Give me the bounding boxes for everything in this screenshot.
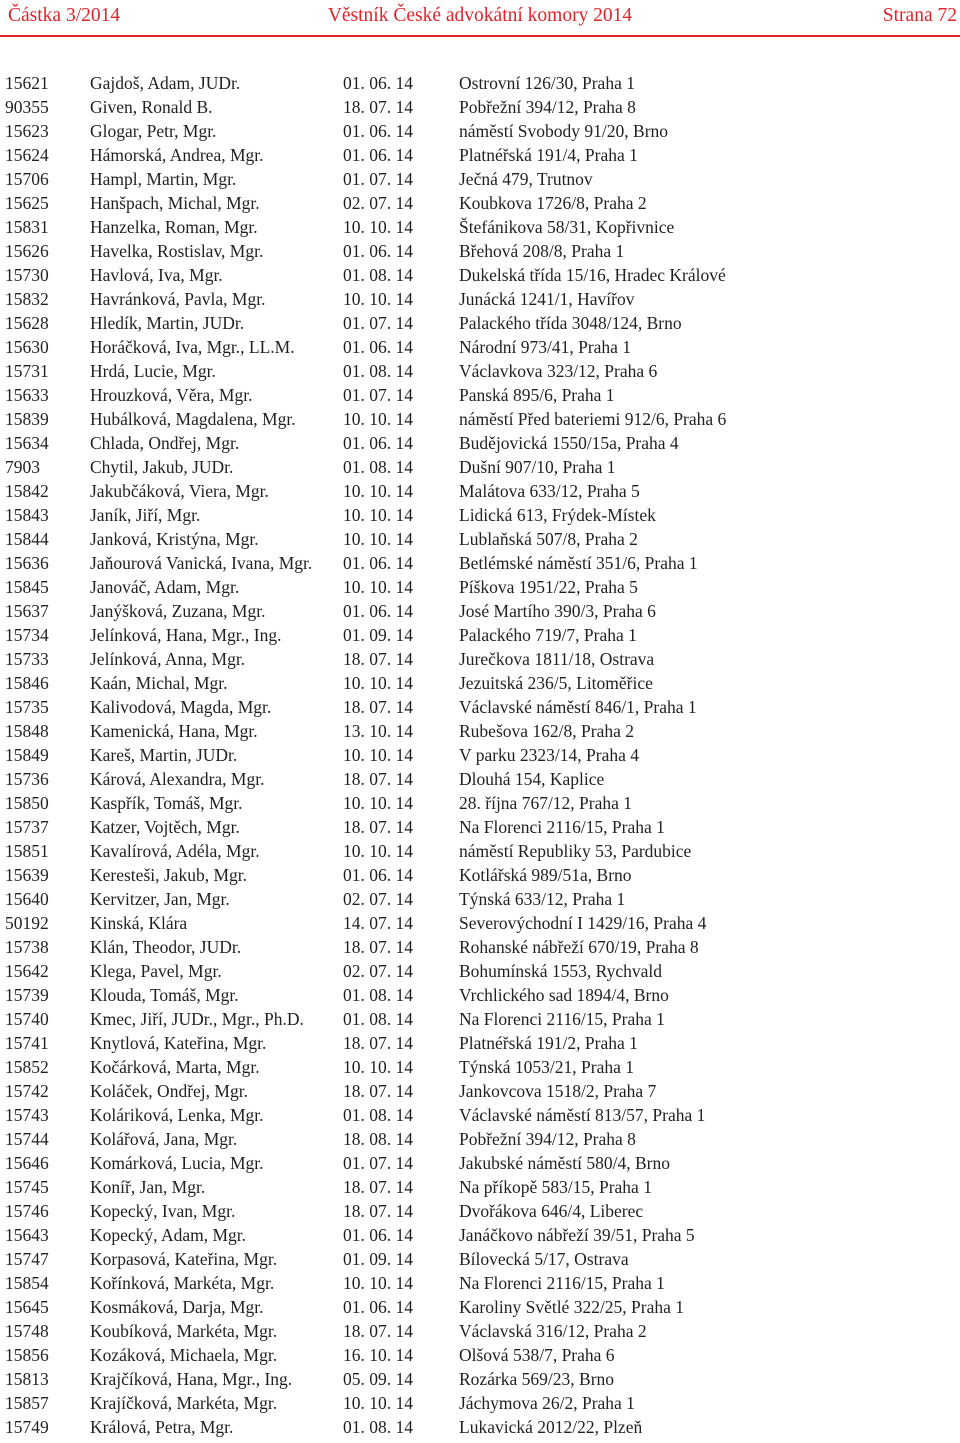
entry-date: 01. 08. 14 [343, 457, 413, 477]
list-item [0, 1247, 960, 1271]
registration-number: 15745 [5, 1177, 49, 1197]
list-item [0, 1079, 960, 1103]
attorney-name: Hrouzková, Věra, Mgr. [90, 385, 253, 405]
registration-number: 15851 [5, 841, 49, 861]
entry-date: 18. 07. 14 [343, 97, 413, 117]
registration-number: 15646 [5, 1153, 49, 1173]
office-address: Ječná 479, Trutnov [459, 169, 593, 189]
entry-date: 01. 07. 14 [343, 385, 413, 405]
office-address: Václavská 316/12, Praha 2 [459, 1321, 647, 1341]
list-item [0, 695, 960, 719]
list-item [0, 1295, 960, 1319]
attorney-name: Janováč, Adam, Mgr. [90, 577, 240, 597]
registration-number: 15633 [5, 385, 49, 405]
office-address: Junácká 1241/1, Havířov [459, 289, 635, 309]
office-address: Dušní 907/10, Praha 1 [459, 457, 616, 477]
entry-date: 10. 10. 14 [343, 289, 413, 309]
entry-date: 18. 07. 14 [343, 769, 413, 789]
list-item [0, 815, 960, 839]
office-address: Jezuitská 236/5, Litoměřice [459, 673, 653, 693]
list-item [0, 719, 960, 743]
registration-number: 15628 [5, 313, 49, 333]
attorney-name: Koníř, Jan, Mgr. [90, 1177, 206, 1197]
office-address: Palackého 719/7, Praha 1 [459, 625, 637, 645]
attorney-name: Chlada, Ondřej, Mgr. [90, 433, 240, 453]
entry-date: 01. 07. 14 [343, 1153, 413, 1173]
list-item [0, 1103, 960, 1127]
list-item [0, 263, 960, 287]
list-item [0, 215, 960, 239]
attorney-name: Kinská, Klára [90, 913, 188, 933]
office-address: Jakubské náměstí 580/4, Brno [459, 1153, 670, 1173]
attorney-name: Kmec, Jiří, JUDr., Mgr., Ph.D. [90, 1009, 304, 1029]
attorney-name: Kervitzer, Jan, Mgr. [90, 889, 230, 909]
list-item [0, 647, 960, 671]
list-item [0, 1391, 960, 1415]
registration-number: 15734 [5, 625, 49, 645]
registration-number: 15621 [5, 73, 49, 93]
list-item [0, 95, 960, 119]
entry-date: 10. 10. 14 [343, 841, 413, 861]
entry-date: 18. 07. 14 [343, 817, 413, 837]
list-item [0, 287, 960, 311]
list-item [0, 479, 960, 503]
entry-date: 01. 07. 14 [343, 313, 413, 333]
attorney-name: Katzer, Vojtěch, Mgr. [90, 817, 240, 837]
list-item [0, 431, 960, 455]
office-address: Jurečkova 1811/18, Ostrava [459, 649, 655, 669]
registration-number: 15744 [5, 1129, 49, 1149]
office-address: Václavkova 323/12, Praha 6 [459, 361, 658, 381]
office-address: Koubkova 1726/8, Praha 2 [459, 193, 647, 213]
entry-date: 18. 07. 14 [343, 1177, 413, 1197]
entry-date: 10. 10. 14 [343, 673, 413, 693]
registration-number: 50192 [5, 913, 49, 933]
office-address: Pobřežní 394/12, Praha 8 [459, 1129, 636, 1149]
list-item [0, 503, 960, 527]
list-item [0, 383, 960, 407]
registration-number: 15645 [5, 1297, 49, 1317]
office-address: Platnéřská 191/4, Praha 1 [459, 145, 638, 165]
office-address: Týnská 1053/21, Praha 1 [459, 1057, 634, 1077]
entry-date: 10. 10. 14 [343, 1057, 413, 1077]
list-item [0, 935, 960, 959]
office-address: Na Florenci 2116/15, Praha 1 [459, 1273, 665, 1293]
registration-number: 15844 [5, 529, 49, 549]
attorney-name: Horáčková, Iva, Mgr., LL.M. [90, 337, 295, 357]
attorney-name: Kolářová, Jana, Mgr. [90, 1129, 238, 1149]
attorney-name: Klouda, Tomáš, Mgr. [90, 985, 239, 1005]
entry-date: 18. 07. 14 [343, 1033, 413, 1053]
attorney-name: Jakubčáková, Viera, Mgr. [90, 481, 269, 501]
office-address: Janáčkovo nábřeží 39/51, Praha 5 [459, 1225, 695, 1245]
office-address: Rohanské nábřeží 670/19, Praha 8 [459, 937, 699, 957]
attorney-name: Gajdoš, Adam, JUDr. [90, 73, 241, 93]
registration-number: 15852 [5, 1057, 49, 1077]
attorney-name: Jelínková, Anna, Mgr. [90, 649, 246, 669]
attorney-name: Koubíková, Markéta, Mgr. [90, 1321, 278, 1341]
entry-date: 05. 09. 14 [343, 1369, 413, 1389]
registration-number: 15640 [5, 889, 49, 909]
attorney-name: Klega, Pavel, Mgr. [90, 961, 222, 981]
registration-number: 15735 [5, 697, 49, 717]
office-address: Břehová 208/8, Praha 1 [459, 241, 625, 261]
office-address: Dlouhá 154, Kaplice [459, 769, 605, 789]
registration-number: 15626 [5, 241, 49, 261]
registration-number: 15730 [5, 265, 49, 285]
office-address: Václavské náměstí 813/57, Praha 1 [459, 1105, 706, 1125]
attorney-name: Kaspřík, Tomáš, Mgr. [90, 793, 243, 813]
list-item [0, 791, 960, 815]
office-address: Bílovecká 5/17, Ostrava [459, 1249, 629, 1269]
list-item [0, 911, 960, 935]
office-address: Platnéřská 191/2, Praha 1 [459, 1033, 638, 1053]
office-address: náměstí Svobody 91/20, Brno [459, 121, 669, 141]
registration-number: 15845 [5, 577, 49, 597]
registration-number: 15839 [5, 409, 49, 429]
office-address: Palackého třída 3048/124, Brno [459, 313, 682, 333]
registration-number: 15637 [5, 601, 49, 621]
attorney-name: Klán, Theodor, JUDr. [90, 937, 242, 957]
entry-date: 01. 06. 14 [343, 433, 413, 453]
attorney-name: Hampl, Martin, Mgr. [90, 169, 237, 189]
list-item [0, 119, 960, 143]
registration-number: 15842 [5, 481, 49, 501]
entry-date: 01. 08. 14 [343, 985, 413, 1005]
registration-number: 15857 [5, 1393, 49, 1413]
attorney-name: Kozáková, Michaela, Mgr. [90, 1345, 278, 1365]
attorney-name: Given, Ronald B. [90, 97, 213, 117]
attorney-name: Hanzelka, Roman, Mgr. [90, 217, 258, 237]
list-item [0, 599, 960, 623]
attorney-name: Hrdá, Lucie, Mgr. [90, 361, 216, 381]
office-address: Na příkopě 583/15, Praha 1 [459, 1177, 652, 1197]
list-item [0, 167, 960, 191]
list-item [0, 1271, 960, 1295]
list-item [0, 887, 960, 911]
attorney-name: Janík, Jiří, Mgr. [90, 505, 201, 525]
list-item [0, 983, 960, 1007]
registration-number: 15739 [5, 985, 49, 1005]
registration-number: 15849 [5, 745, 49, 765]
registration-number: 7903 [5, 457, 40, 477]
page-number: Strana 72 [882, 5, 957, 26]
entry-date: 18. 07. 14 [343, 1081, 413, 1101]
office-address: V parku 2323/14, Praha 4 [459, 745, 639, 765]
attorney-name: Keresteši, Jakub, Mgr. [90, 865, 247, 885]
office-address: José Martího 390/3, Praha 6 [459, 601, 656, 621]
registration-number: 15856 [5, 1345, 49, 1365]
registration-number: 15742 [5, 1081, 49, 1101]
publication-title: Věstník České advokátní komory 2014 [327, 5, 633, 26]
registration-number: 15623 [5, 121, 49, 141]
registration-number: 15740 [5, 1009, 49, 1029]
office-address: Kotlářská 989/51a, Brno [459, 865, 632, 885]
attorney-name: Chytil, Jakub, JUDr. [90, 457, 234, 477]
registration-number: 15741 [5, 1033, 49, 1053]
office-address: Lukavická 2012/22, Plzeň [459, 1417, 643, 1437]
office-address: Pobřežní 394/12, Praha 8 [459, 97, 636, 117]
entry-date: 02. 07. 14 [343, 961, 413, 981]
entry-date: 01. 08. 14 [343, 265, 413, 285]
list-item [0, 1127, 960, 1151]
entry-date: 01. 06. 14 [343, 1225, 413, 1245]
list-item [0, 1055, 960, 1079]
entry-date: 10. 10. 14 [343, 505, 413, 525]
attorney-name: Glogar, Petr, Mgr. [90, 121, 217, 141]
attorney-name: Kosmáková, Darja, Mgr. [90, 1297, 264, 1317]
list-item [0, 335, 960, 359]
entry-date: 18. 08. 14 [343, 1129, 413, 1149]
attorney-name: Jelínková, Hana, Mgr., Ing. [90, 625, 282, 645]
office-address: Rubešova 162/8, Praha 2 [459, 721, 634, 741]
registration-number: 15748 [5, 1321, 49, 1341]
entry-date: 01. 08. 14 [343, 1009, 413, 1029]
registration-number: 15813 [5, 1369, 49, 1389]
office-address: Severovýchodní I 1429/16, Praha 4 [459, 913, 707, 933]
office-address: Píškova 1951/22, Praha 5 [459, 577, 638, 597]
list-item [0, 1175, 960, 1199]
list-item [0, 1199, 960, 1223]
entry-date: 18. 07. 14 [343, 1201, 413, 1221]
office-address: Rozárka 569/23, Brno [459, 1369, 615, 1389]
attorney-name: Kočárková, Marta, Mgr. [90, 1057, 260, 1077]
list-item [0, 455, 960, 479]
office-address: Na Florenci 2116/15, Praha 1 [459, 1009, 665, 1029]
registration-number: 15625 [5, 193, 49, 213]
attorney-name: Kavalírová, Adéla, Mgr. [90, 841, 260, 861]
list-item [0, 863, 960, 887]
attorney-name: Koláriková, Lenka, Mgr. [90, 1105, 264, 1125]
office-address: Jankovcova 1518/2, Praha 7 [459, 1081, 657, 1101]
attorney-name: Králová, Petra, Mgr. [90, 1417, 234, 1437]
entry-date: 01. 06. 14 [343, 121, 413, 141]
office-address: 28. října 767/12, Praha 1 [459, 793, 633, 813]
list-item [0, 623, 960, 647]
attorney-list [0, 71, 960, 1439]
list-item [0, 191, 960, 215]
list-item [0, 1343, 960, 1367]
list-item [0, 839, 960, 863]
attorney-name: Jaňourová Vanická, Ivana, Mgr. [90, 553, 313, 573]
office-address: Dukelská třída 15/16, Hradec Králové [459, 265, 726, 285]
registration-number: 15749 [5, 1417, 49, 1437]
office-address: Olšová 538/7, Praha 6 [459, 1345, 615, 1365]
attorney-name: Hanšpach, Michal, Mgr. [90, 193, 260, 213]
entry-date: 16. 10. 14 [343, 1345, 413, 1365]
attorney-name: Kaán, Michal, Mgr. [90, 673, 228, 693]
attorney-name: Komárková, Lucia, Mgr. [90, 1153, 264, 1173]
list-item [0, 311, 960, 335]
list-item [0, 1223, 960, 1247]
attorney-name: Kopecký, Ivan, Mgr. [90, 1201, 236, 1221]
attorney-name: Kořínková, Markéta, Mgr. [90, 1273, 275, 1293]
registration-number: 15706 [5, 169, 49, 189]
attorney-name: Janková, Kristýna, Mgr. [90, 529, 259, 549]
entry-date: 01. 08. 14 [343, 1105, 413, 1125]
header-divider [0, 35, 960, 37]
attorney-name: Kárová, Alexandra, Mgr. [90, 769, 265, 789]
registration-number: 15737 [5, 817, 49, 837]
entry-date: 01. 06. 14 [343, 1297, 413, 1317]
attorney-name: Hubálková, Magdalena, Mgr. [90, 409, 296, 429]
list-item [0, 551, 960, 575]
registration-number: 15746 [5, 1201, 49, 1221]
registration-number: 15843 [5, 505, 49, 525]
entry-date: 01. 09. 14 [343, 625, 413, 645]
office-address: Vrchlického sad 1894/4, Brno [459, 985, 669, 1005]
attorney-name: Havránková, Pavla, Mgr. [90, 289, 266, 309]
office-address: Karoliny Světlé 322/25, Praha 1 [459, 1297, 685, 1317]
entry-date: 01. 06. 14 [343, 601, 413, 621]
office-address: Malátova 633/12, Praha 5 [459, 481, 640, 501]
entry-date: 01. 06. 14 [343, 865, 413, 885]
office-address: Bohumínská 1553, Rychvald [459, 961, 662, 981]
registration-number: 15733 [5, 649, 49, 669]
entry-date: 10. 10. 14 [343, 1393, 413, 1413]
entry-date: 10. 10. 14 [343, 745, 413, 765]
registration-number: 15743 [5, 1105, 49, 1125]
office-address: Budějovická 1550/15a, Praha 4 [459, 433, 679, 453]
list-item [0, 1151, 960, 1175]
registration-number: 15854 [5, 1273, 49, 1293]
entry-date: 02. 07. 14 [343, 193, 413, 213]
list-item [0, 767, 960, 791]
registration-number: 90355 [5, 97, 49, 117]
office-address: Ostrovní 126/30, Praha 1 [459, 73, 635, 93]
office-address: Lidická 613, Frýdek-Místek [459, 505, 656, 525]
attorney-name: Kopecký, Adam, Mgr. [90, 1225, 247, 1245]
registration-number: 15639 [5, 865, 49, 885]
entry-date: 01. 08. 14 [343, 361, 413, 381]
attorney-name: Janýšková, Zuzana, Mgr. [90, 601, 266, 621]
entry-date: 02. 07. 14 [343, 889, 413, 909]
list-item [0, 1367, 960, 1391]
registration-number: 15747 [5, 1249, 49, 1269]
list-item [0, 671, 960, 695]
attorney-name: Kalivodová, Magda, Mgr. [90, 697, 272, 717]
office-address: Dvořákova 646/4, Liberec [459, 1201, 644, 1221]
office-address: Štefánikova 58/31, Kopřivnice [459, 217, 675, 237]
list-item [0, 575, 960, 599]
office-address: Jáchymova 26/2, Praha 1 [459, 1393, 635, 1413]
entry-date: 10. 10. 14 [343, 217, 413, 237]
registration-number: 15731 [5, 361, 49, 381]
attorney-name: Havlová, Iva, Mgr. [90, 265, 223, 285]
entry-date: 10. 10. 14 [343, 529, 413, 549]
list-item [0, 143, 960, 167]
attorney-name: Koláček, Ondřej, Mgr. [90, 1081, 248, 1101]
list-item [0, 1415, 960, 1439]
attorney-name: Krajčíková, Hana, Mgr., Ing. [90, 1369, 293, 1389]
entry-date: 18. 07. 14 [343, 937, 413, 957]
registration-number: 15736 [5, 769, 49, 789]
registration-number: 15848 [5, 721, 49, 741]
attorney-name: Kamenická, Hana, Mgr. [90, 721, 258, 741]
attorney-name: Knytlová, Kateřina, Mgr. [90, 1033, 267, 1053]
registration-number: 15850 [5, 793, 49, 813]
list-item [0, 71, 960, 95]
office-address: Na Florenci 2116/15, Praha 1 [459, 817, 665, 837]
registration-number: 15738 [5, 937, 49, 957]
registration-number: 15831 [5, 217, 49, 237]
entry-date: 01. 09. 14 [343, 1249, 413, 1269]
entry-date: 10. 10. 14 [343, 793, 413, 813]
entry-date: 01. 06. 14 [343, 145, 413, 165]
attorney-name: Hámorská, Andrea, Mgr. [90, 145, 264, 165]
entry-date: 13. 10. 14 [343, 721, 413, 741]
entry-date: 01. 06. 14 [343, 73, 413, 93]
list-item [0, 743, 960, 767]
registration-number: 15634 [5, 433, 49, 453]
list-item [0, 1031, 960, 1055]
office-address: náměstí Republiky 53, Pardubice [459, 841, 692, 861]
registration-number: 15832 [5, 289, 49, 309]
office-address: Národní 973/41, Praha 1 [459, 337, 632, 357]
entry-date: 01. 08. 14 [343, 1417, 413, 1437]
page-header [0, 0, 960, 36]
entry-date: 01. 07. 14 [343, 169, 413, 189]
registration-number: 15624 [5, 145, 49, 165]
attorney-name: Krajíčková, Markéta, Mgr. [90, 1393, 278, 1413]
entry-date: 10. 10. 14 [343, 409, 413, 429]
entry-date: 10. 10. 14 [343, 481, 413, 501]
list-item [0, 359, 960, 383]
office-address: Václavské náměstí 846/1, Praha 1 [459, 697, 697, 717]
entry-date: 10. 10. 14 [343, 577, 413, 597]
list-item [0, 1007, 960, 1031]
registration-number: 15643 [5, 1225, 49, 1245]
entry-date: 18. 07. 14 [343, 1321, 413, 1341]
entry-date: 18. 07. 14 [343, 697, 413, 717]
entry-date: 01. 06. 14 [343, 553, 413, 573]
list-item [0, 407, 960, 431]
entry-date: 01. 06. 14 [343, 241, 413, 261]
attorney-name: Kareš, Martin, JUDr. [90, 745, 238, 765]
list-item [0, 1319, 960, 1343]
issue-number: Částka 3/2014 [8, 5, 121, 26]
office-address: Panská 895/6, Praha 1 [459, 385, 615, 405]
registration-number: 15846 [5, 673, 49, 693]
registration-number: 15636 [5, 553, 49, 573]
office-address: Betlémské náměstí 351/6, Praha 1 [459, 553, 698, 573]
office-address: náměstí Před bateriemi 912/6, Praha 6 [459, 409, 727, 429]
entry-date: 18. 07. 14 [343, 649, 413, 669]
attorney-name: Hledík, Martin, JUDr. [90, 313, 245, 333]
entry-date: 14. 07. 14 [343, 913, 413, 933]
list-item [0, 959, 960, 983]
office-address: Lublaňská 507/8, Praha 2 [459, 529, 638, 549]
attorney-name: Havelka, Rostislav, Mgr. [90, 241, 264, 261]
list-item [0, 527, 960, 551]
entry-date: 10. 10. 14 [343, 1273, 413, 1293]
registration-number: 15642 [5, 961, 49, 981]
office-address: Týnská 633/12, Praha 1 [459, 889, 626, 909]
list-item [0, 239, 960, 263]
attorney-name: Korpasová, Kateřina, Mgr. [90, 1249, 278, 1269]
registration-number: 15630 [5, 337, 49, 357]
entry-date: 01. 06. 14 [343, 337, 413, 357]
